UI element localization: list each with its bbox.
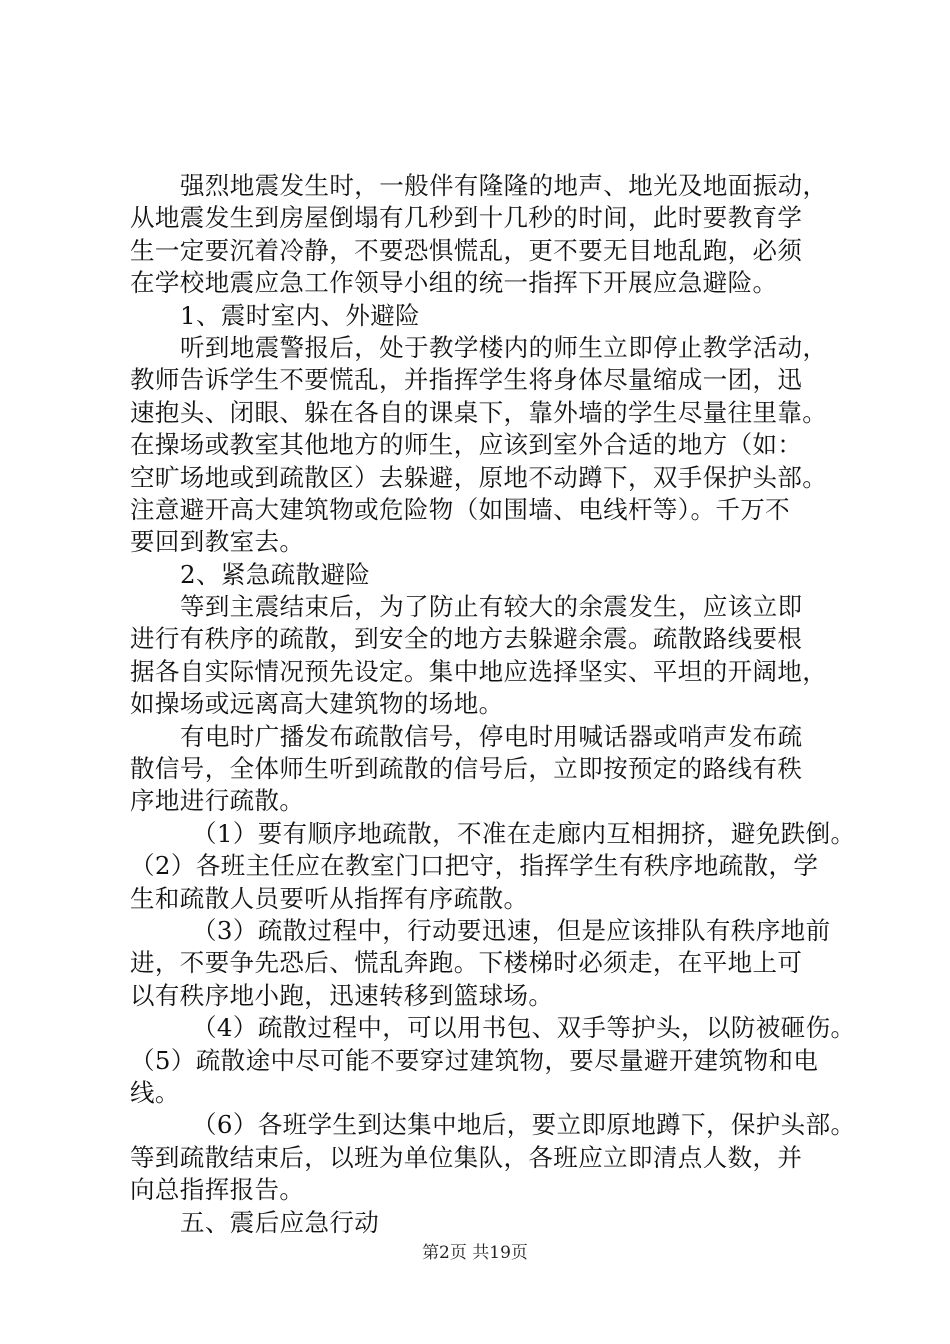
text-line: （5）疏散途中尽可能不要穿过建筑物，要尽量避开建筑物和电 bbox=[130, 1045, 819, 1075]
document-body bbox=[130, 170, 856, 1239]
text-line: 以有秩序地小跑，迅速转移到篮球场。 bbox=[130, 980, 554, 1010]
text-line: 要回到教室去。 bbox=[130, 527, 305, 557]
text-line: 等到疏散结束后，以班为单位集队，各班应立即清点人数，并 bbox=[130, 1142, 803, 1172]
text-line: 从地震发生到房屋倒塌有几秒到十几秒的时间，此时要教育学 bbox=[130, 203, 803, 233]
text-line: 注意避开高大建筑物或危险物（如围墙、电线杆等）。千万不 bbox=[130, 494, 791, 524]
text-line: （2）各班主任应在教室门口把守，指挥学生有秩序地疏散，学 bbox=[130, 851, 819, 881]
text-line: 五、震后应急行动 bbox=[180, 1207, 380, 1237]
text-line: 等到主震结束后，为了防止有较大的余震发生，应该立即 bbox=[180, 592, 803, 622]
text-line: 据各自实际情况预先设定。集中地应选择坚实、平坦的开阔地， bbox=[130, 656, 828, 686]
text-line: 散信号，全体师生听到疏散的信号后，立即按预定的路线有秩 bbox=[130, 754, 803, 784]
text-line: 序地进行疏散。 bbox=[130, 786, 305, 816]
page-footer: 第2页 共19页 bbox=[422, 1243, 528, 1263]
text-line: 在操场或教室其他地方的师生，应该到室外合适的地方（如： bbox=[130, 430, 803, 460]
text-line: 教师告诉学生不要慌乱，并指挥学生将身体尽量缩成一团，迅 bbox=[130, 365, 803, 395]
text-line: 在学校地震应急工作领导小组的统一指挥下开展应急避险。 bbox=[130, 268, 778, 298]
text-line: 强烈地震发生时，一般伴有隆隆的地声、地光及地面振动， bbox=[180, 171, 828, 200]
text-line: 线。 bbox=[130, 1077, 180, 1107]
text-line: （1）要有顺序地疏散，不准在走廊内互相拥挤，避免跌倒。 bbox=[192, 818, 856, 848]
text-line: 听到地震警报后，处于教学楼内的师生立即停止教学活动， bbox=[180, 332, 828, 362]
text-line: （6）各班学生到达集中地后，要立即原地蹲下，保护头部。 bbox=[192, 1110, 856, 1140]
text-line: 向总指挥报告。 bbox=[130, 1175, 305, 1205]
text-line: 生一定要沉着冷静，不要恐惧慌乱，更不要无目地乱跑，必须 bbox=[130, 235, 803, 265]
text-line: 空旷场地或到疏散区）去躲避，原地不动蹲下，双手保护头部。 bbox=[130, 462, 828, 492]
text-line: 进行有秩序的疏散，到安全的地方去躲避余震。疏散路线要根 bbox=[130, 624, 803, 654]
text-line: 1、震时室内、外避险 bbox=[180, 300, 421, 330]
text-line: （3）疏散过程中，行动要迅速，但是应该排队有秩序地前 bbox=[192, 915, 831, 945]
text-line: 有电时广播发布疏散信号，停电时用喊话器或哨声发布疏 bbox=[180, 721, 803, 751]
text-line: 如操场或远离高大建筑物的场地。 bbox=[130, 689, 504, 719]
text-line: 生和疏散人员要听从指挥有序疏散。 bbox=[130, 883, 529, 913]
text-line: 进，不要争先恐后、慌乱奔跑。下楼梯时必须走，在平地上可 bbox=[130, 948, 803, 978]
text-line: 速抱头、闭眼、躲在各自的课桌下，靠外墙的学生尽量往里靠。 bbox=[130, 397, 828, 427]
text-line: （4）疏散过程中，可以用书包、双手等护头，以防被砸伤。 bbox=[192, 1013, 856, 1043]
text-line: 2、紧急疏散避险 bbox=[180, 559, 371, 589]
